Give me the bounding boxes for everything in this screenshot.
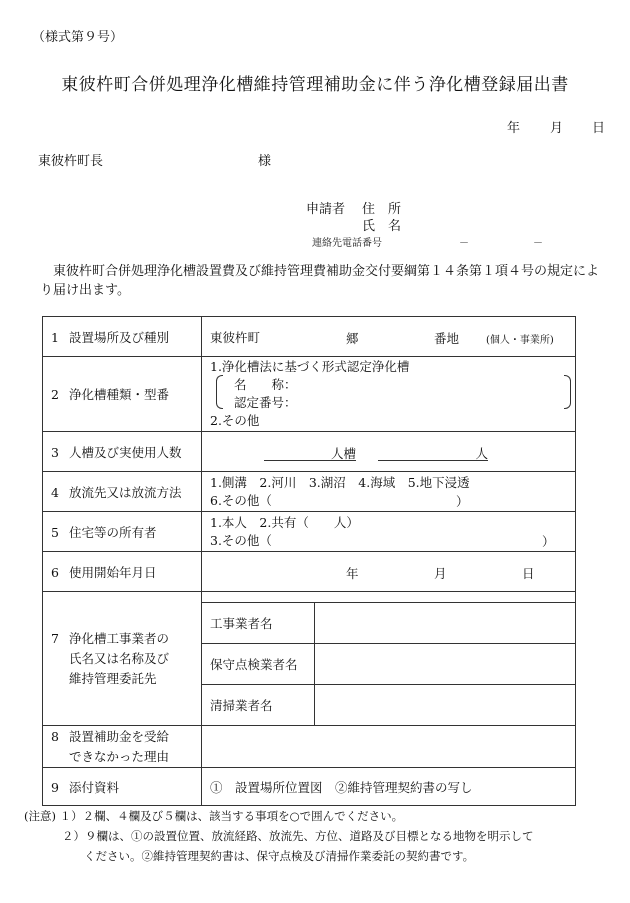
attachments-value: ① 設置場所位置図 ②維持管理契約書の写し <box>202 768 576 806</box>
cleaning-contractor-input[interactable] <box>315 685 576 726</box>
phone-dash-1: － <box>459 238 469 249</box>
row-start-date <box>43 552 576 592</box>
reason-field[interactable] <box>202 726 576 768</box>
row-label: 8 設置補助金を受給 できなかった理由 <box>43 726 202 768</box>
note-1: １）２欄、４欄及び５欄は、該当する事項を○で囲んでください。 <box>59 809 404 823</box>
discharge-field[interactable]: 1.側溝 2.河川 3.湖沼 4.海域 5.地下浸透 6.その他（ ） <box>202 472 576 512</box>
date-day-label: 日 <box>592 121 606 136</box>
contractors-table <box>202 602 575 725</box>
registration-form-table <box>42 316 576 806</box>
row-owner <box>43 512 576 552</box>
construction-contractor-input[interactable] <box>315 603 576 644</box>
note-2-continued: ください。②維持管理契約書は、保守点検及び清掃作業委託の契約書です。 <box>84 849 475 863</box>
note-2: ２）９欄は、①の設置位置、放流経路、放流先、方位、道路及び目標となる地物を明示して <box>62 829 534 843</box>
addressee: 東彼杵町長 <box>38 154 104 169</box>
applicant-address-label: 住 所 <box>362 202 402 217</box>
row-capacity <box>43 432 576 472</box>
row-label: 3 人槽及び実使用人数 <box>43 432 202 472</box>
applicant-name-label: 氏 名 <box>362 219 402 234</box>
left-bracket <box>216 375 223 409</box>
inspection-contractor-input[interactable] <box>315 644 576 685</box>
row-reason <box>43 726 576 768</box>
date-month-label: 月 <box>550 121 564 136</box>
row-label: 5 住宅等の所有者 <box>43 512 202 552</box>
row-label: 7 浄化槽工事業者の 氏名又は名称及び 維持管理委託先 <box>43 592 202 726</box>
row-contractors <box>43 592 576 726</box>
honorific: 様 <box>258 154 272 169</box>
row-label: 1 設置場所及び種別 <box>43 317 202 357</box>
applicant-label: 申請者 <box>306 202 346 217</box>
form-number: （様式第９号） <box>32 30 124 45</box>
row-label: 2 浄化槽種類・型番 <box>43 357 202 432</box>
applicant-phone-label: 連絡先電話番号 <box>312 238 382 249</box>
row-location <box>43 317 576 357</box>
row-discharge <box>43 472 576 512</box>
cleaning-contractor-label: 清掃業者名 <box>202 685 315 726</box>
notes: (注意) １）２欄、４欄及び５欄は、該当する事項を○で囲んでください。 ２）９欄は、①の設置位置、放流経路、放流先、方位、道路及び目標となる地物を明示して ください。②維持管理契約書は、保守点検及び清掃作業委託の契約書です。 <box>24 806 534 866</box>
start-date-field[interactable]: 年 月 日 <box>202 552 576 592</box>
construction-contractor-label: 工事業者名 <box>202 603 315 644</box>
row-label: 4 放流先又は放流方法 <box>43 472 202 512</box>
date-year-label: 年 <box>507 121 521 136</box>
row-label: 9 添付資料 <box>43 768 202 806</box>
inspection-contractor-label: 保守点検業者名 <box>202 644 315 685</box>
capacity-field[interactable]: 人槽 人 <box>202 432 576 472</box>
location-field[interactable]: 東彼杵町 郷 番地 (個人・事業所) <box>202 317 576 357</box>
row-tank-type <box>43 357 576 432</box>
row-label: 6 使用開始年月日 <box>43 552 202 592</box>
document-title: 東彼杵町合併処理浄化槽維持管理補助金に伴う浄化槽登録届出書 <box>61 75 569 95</box>
contractors-cell <box>202 592 576 726</box>
row-attachments <box>43 768 576 806</box>
owner-field[interactable]: 1.本人 2.共有（ 人） 3.その他（ ） <box>202 512 576 552</box>
intro-text: 東彼杵町合併処理浄化槽設置費及び維持管理費補助金交付要綱第１４条第１項４号の規定により届け出ます。 <box>40 264 600 298</box>
phone-dash-2: － <box>533 238 543 249</box>
tank-type-field[interactable]: 1.浄化槽法に基づく形式認定浄化槽 名 称： 認定番号： 2.その他 <box>202 357 576 432</box>
right-bracket <box>564 375 571 409</box>
